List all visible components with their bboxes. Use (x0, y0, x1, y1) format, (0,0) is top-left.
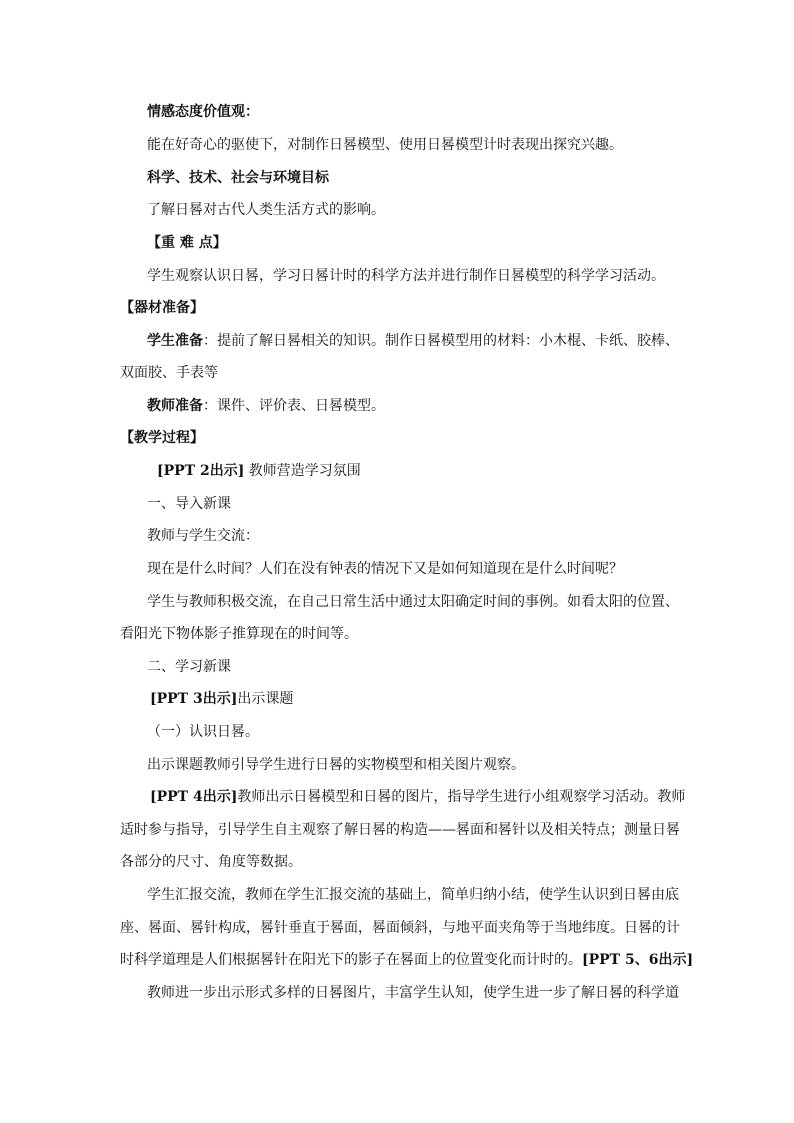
section-2-title: 二、学习新课 (147, 659, 231, 675)
para-4-text-3: 时科学道理是人们根据晷针在阳光下的影子在晷面上的位置变化而计时的。 (120, 952, 582, 968)
student-prep-line-2: 双面胶、手表等 (120, 365, 218, 381)
exchange-text: 教师与学生交流： (147, 528, 259, 544)
ppt56-tag: [PPT 5、6出示] (582, 952, 694, 968)
key-points-text: 学生观察认识日晷，学习日晷计时的科学方法并进行制作日晷模型的科学学习活动。 (147, 268, 665, 284)
para-4-line-3 (120, 950, 693, 970)
para-3-line-1 (150, 787, 685, 807)
para-4-line-1: 学生汇报交流，教师在学生汇报交流的基础上，简单归纳小结，使学生认识到日晷由底 (147, 887, 679, 903)
ppt2-tag: [PPT 2出示] (157, 463, 245, 479)
teacher-prep-line (147, 396, 385, 416)
para-2: 出示课题教师引导学生进行日晷的实物模型和相关图片观察。 (147, 757, 525, 773)
teacher-prep-text: ：课件、评价表、日晷模型。 (203, 398, 385, 414)
key-points-heading: 【重 难 点】 (147, 235, 227, 251)
equipment-heading: 【器材准备】 (120, 300, 204, 316)
section-1-title: 一、导入新课 (147, 496, 231, 512)
student-prep-line-1 (147, 331, 679, 351)
para-3-line-3: 各部分的尺寸、角度等数据。 (120, 854, 302, 870)
sts-heading: 科学、技术、社会与环境目标 (147, 170, 329, 186)
para-1-line-2: 看阳光下物体影子推算现在的时间等。 (120, 626, 358, 642)
para-1-line-1: 学生与教师积极交流，在自己日常生活中通过太阳确定时间的事例。如看太阳的位置、 (147, 594, 679, 610)
para-5-line-1: 教师进一步出示形式多样的日晷图片，丰富学生认知，使学生进一步了解日晷的科学道 (147, 985, 679, 1001)
question-text: 现在是什么时间？人们在没有钟表的情况下又是如何知道现在是什么时间呢？ (147, 561, 623, 577)
process-heading: 【教学过程】 (120, 430, 204, 446)
teacher-prep-label: 教师准备 (147, 398, 203, 414)
ppt3-line (150, 689, 293, 709)
ppt2-line (157, 461, 361, 481)
sts-text: 了解日晷对古代人类生活方式的影响。 (147, 202, 385, 218)
subsection-1-title: （一）认识日晷。 (147, 724, 259, 740)
ppt3-tag: [PPT 3出示] (150, 691, 238, 707)
para-3-text-1: 教师出示日晷模型和日晷的图片，指导学生进行小组观察学习活动。教师 (237, 789, 686, 805)
para-3-line-2: 适时参与指导，引导学生自主观察了解日晷的构造——晷面和晷针以及相关特点；测量日晷 (120, 822, 680, 838)
student-prep-label: 学生准备 (147, 333, 203, 349)
ppt2-text: 教师营造学习氛围 (248, 463, 361, 479)
student-prep-text: ：提前了解日晷相关的知识。制作日晷模型用的材料：小木棍、卡纸、胶棒、 (203, 333, 679, 349)
emotion-text: 能在好奇心的驱使下，对制作日晷模型、使用日晷模型计时表现出探究兴趣。 (147, 137, 623, 153)
ppt4-tag: [PPT 4出示] (150, 789, 238, 805)
ppt3-text: 出示课题 (237, 691, 294, 707)
emotion-heading: 情感态度价值观： (147, 104, 259, 120)
para-4-line-2: 座、晷面、晷针构成，晷针垂直于晷面，晷面倾斜，与地平面夹角等于当地纬度。日晷的计 (120, 920, 680, 936)
